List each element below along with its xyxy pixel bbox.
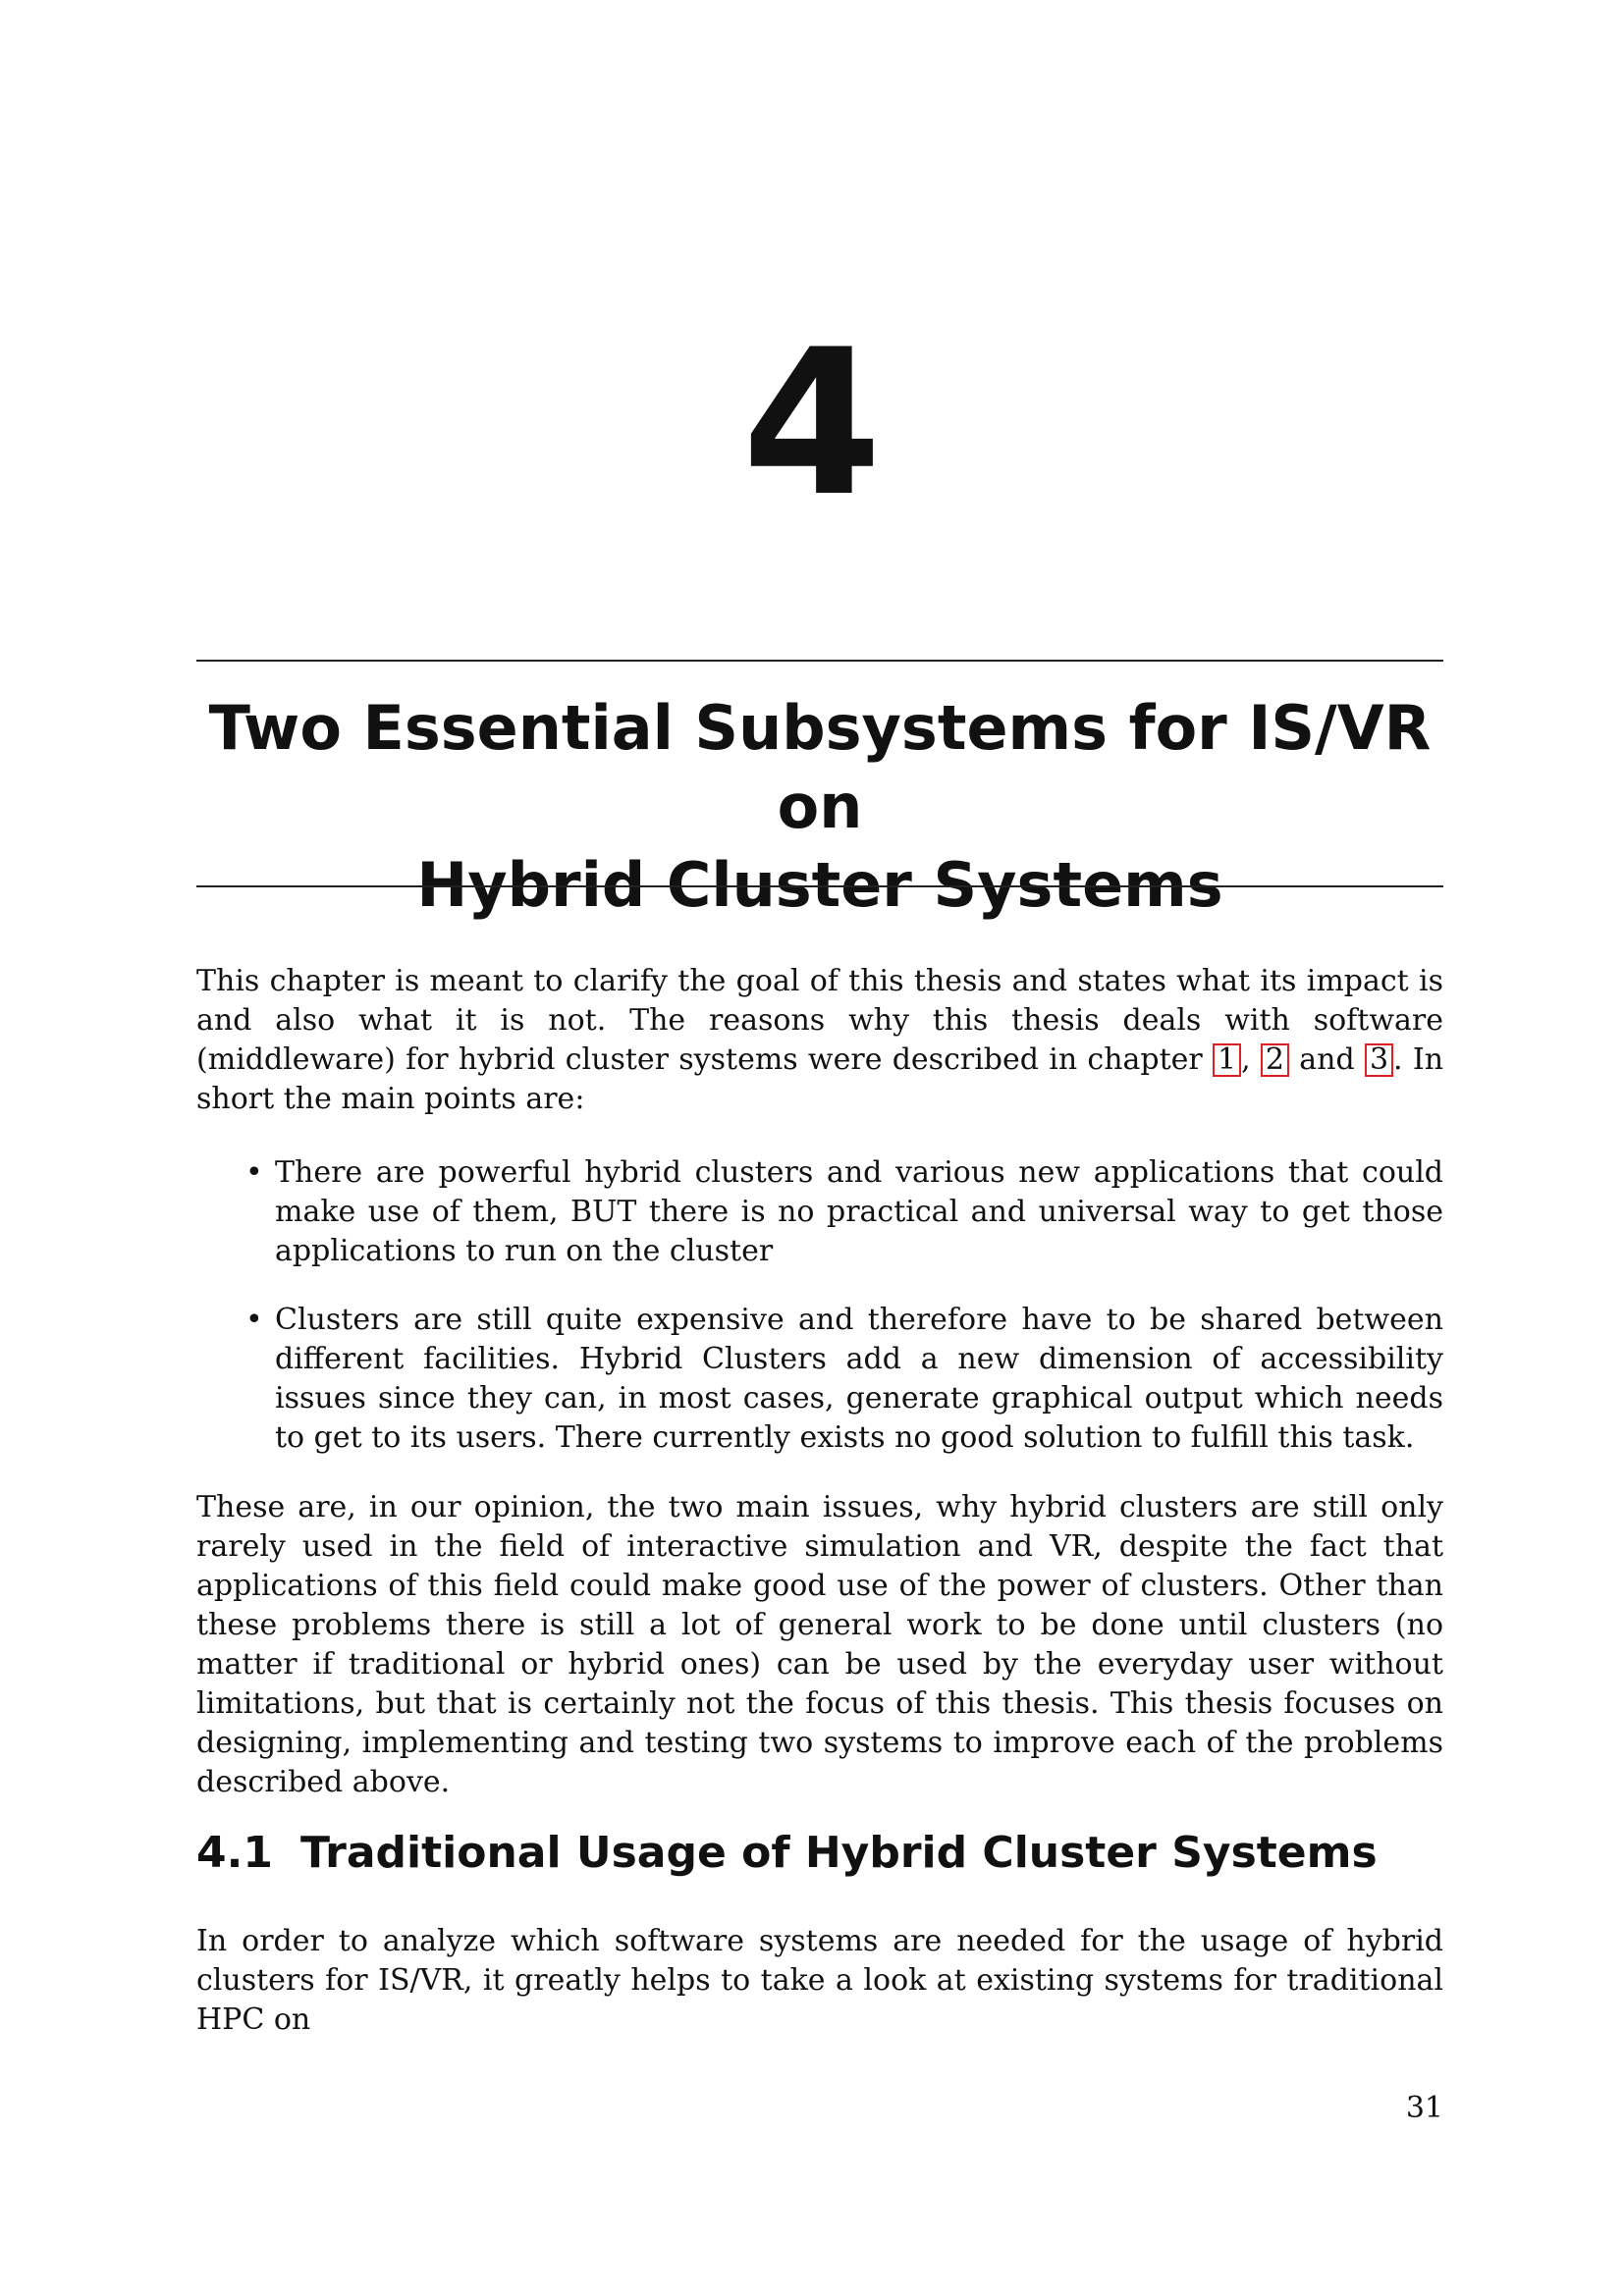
section-heading [196, 1826, 1443, 1881]
list-item [196, 1301, 1443, 1458]
section-number: 4.1 [196, 1828, 273, 1878]
section-title: Traditional Usage of Hybrid Cluster Systems [299, 1828, 1378, 1878]
issues-paragraph: These are, in our opinion, the two main issues, why hybrid clusters are still only rarely used in the field of interactive simulation and VR, despite the fact that applications of this field could make good use of the power of clusters. Other than these problems there is still a lot of general work to be done until clusters (no matter if traditional or hybrid ones) can be used by the everyday user without limitations, but that is certainly not the focus of this thesis. This thesis focuses on designing, implementing and testing two systems to improve each of the problems described above. [196, 1490, 1443, 1799]
intro-separator-2: and [1289, 1042, 1365, 1077]
chapter-title-line-1: Two Essential Subsystems for IS/VR on [208, 692, 1432, 842]
intro-paragraph [196, 962, 1443, 1119]
page-number: 31 [1405, 2091, 1443, 2125]
chapter-ref-link-3[interactable]: 3 [1365, 1043, 1393, 1077]
chapter-ref-link-1[interactable]: 1 [1213, 1043, 1241, 1077]
intro-text-before: This chapter is meant to clarify the goal of this thesis and states what its impact is and also what it is not. The reasons why this thesis deals with software (middleware) for hybrid cluster systems were described in chapter [196, 964, 1443, 1077]
intro-separator-1: , [1241, 1042, 1261, 1077]
bullet-list-item-1 [196, 1153, 1443, 1271]
bullet-dot-icon: • [245, 1303, 263, 1337]
bullet-list-item-2 [196, 1301, 1443, 1458]
title-rule-top [196, 660, 1443, 662]
chapter-title [196, 689, 1443, 925]
list-item [196, 1153, 1443, 1271]
chapter-ref-link-2[interactable]: 2 [1261, 1043, 1289, 1077]
section-paragraph: In order to analyze which software systems are needed for the usage of hybrid clusters for IS/VR, it greatly helps to take a look at existing systems for traditional HPC on [196, 1924, 1443, 2037]
bullet-text: There are powerful hybrid clusters and various new applications that could make use of them, BUT there is no practical and universal way to get those applications to run on the cluster [275, 1155, 1443, 1268]
bullet-dot-icon: • [245, 1155, 263, 1190]
chapter-title-line-2: Hybrid Cluster Systems [416, 849, 1223, 921]
chapter-number: 4 [741, 307, 883, 541]
title-rule-bottom [196, 885, 1443, 887]
bullet-text: Clusters are still quite expensive and therefore have to be shared between different facilities. Hybrid Clusters add a new dimension of accessibility issues since they can, in most cases, generate graphical output which needs to get to its users. There currently exists no good solution to fulfill this task. [275, 1303, 1443, 1455]
intro-text-after: . In short the main points are: [196, 1042, 1444, 1116]
